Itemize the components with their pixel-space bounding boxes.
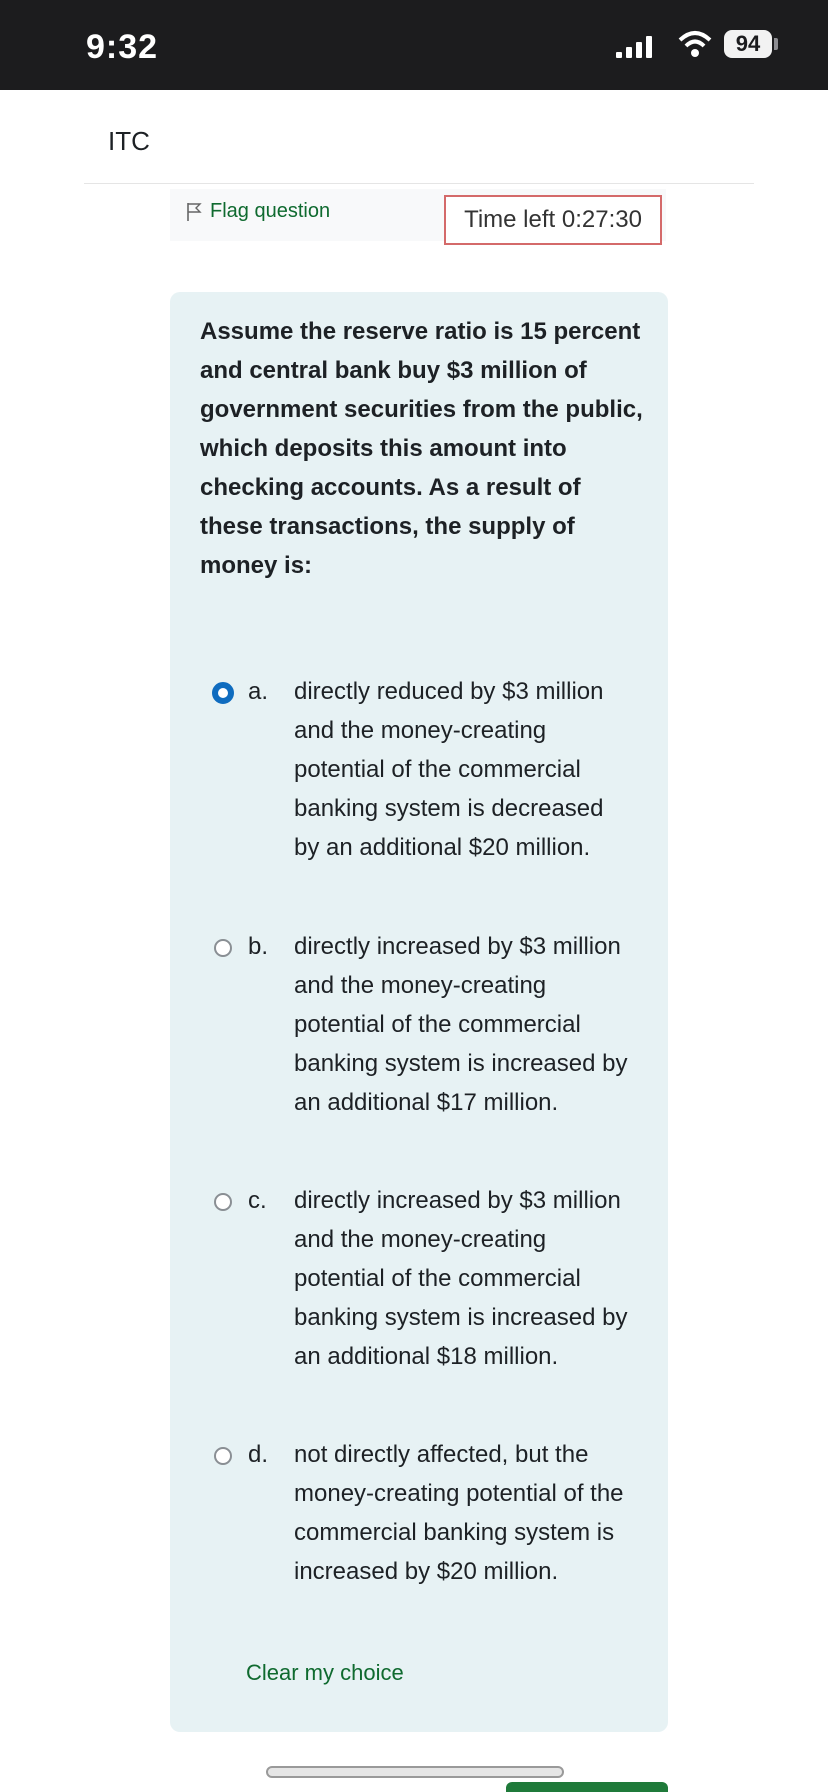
- battery-cap: [774, 38, 778, 50]
- next-page-button[interactable]: [506, 1782, 668, 1792]
- flag-question-label: Flag question: [210, 200, 331, 222]
- answer-text: directly reduced by $3 million and the money-creating potential of the commercial banking system is decreased by an additional $20 million.: [294, 678, 604, 861]
- answer-letter: d.: [248, 1441, 269, 1468]
- radio-button[interactable]: [214, 1193, 232, 1211]
- course-title[interactable]: ITC: [108, 126, 150, 156]
- answer-text: not directly affected, but the money-creating potential of the commercial banking system is increased by $20 million.: [294, 1441, 624, 1585]
- question-text: Assume the reserve ratio is 15 percent and central bank buy $3 million of government securities from the public, which deposits this amount into checking accounts. As a result of these transactions, the supply of money is:: [200, 318, 643, 579]
- wifi-icon: [678, 30, 712, 58]
- radio-button[interactable]: [214, 1447, 232, 1465]
- answer-letter: b.: [248, 933, 269, 960]
- clear-choice-link[interactable]: Clear my choice: [246, 1660, 404, 1685]
- answer-letter: a.: [248, 678, 269, 705]
- status-bar: [0, 0, 828, 90]
- answer-text: directly increased by $3 million and the money-creating potential of the commercial banking system is increased by an additional $17 million.: [294, 933, 628, 1116]
- battery-icon: 94: [724, 30, 772, 58]
- radio-button[interactable]: [214, 939, 232, 957]
- flag-question-button[interactable]: [186, 200, 330, 223]
- answer-text: directly increased by $3 million and the money-creating potential of the commercial banking system is increased by an additional $18 million.: [294, 1187, 628, 1370]
- header-divider: [84, 183, 754, 184]
- signal-icon: [614, 36, 658, 58]
- flag-icon: [186, 202, 202, 222]
- answer-letter: c.: [248, 1187, 267, 1214]
- home-indicator[interactable]: [266, 1766, 564, 1778]
- quiz-timer: Time left 0:27:30: [444, 195, 662, 245]
- status-time: 9:32: [86, 28, 159, 66]
- radio-button-selected[interactable]: [212, 682, 234, 704]
